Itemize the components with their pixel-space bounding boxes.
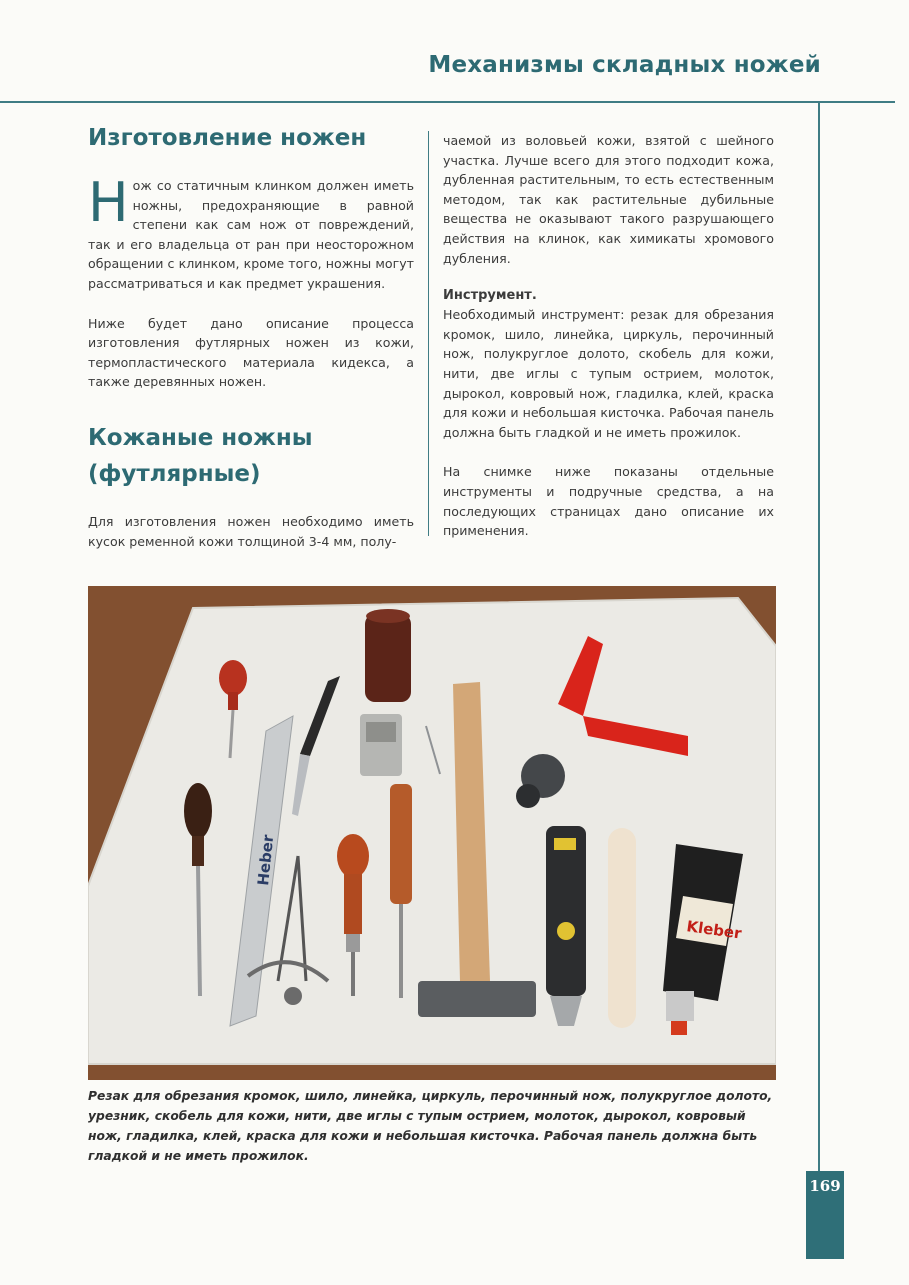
- heading-line-2: (футлярные): [88, 460, 261, 487]
- edge-cutter-icon: [360, 714, 402, 776]
- header-rule: [0, 101, 895, 103]
- section-heading-sheaths: Изготовление ножен: [88, 125, 367, 151]
- column-divider: [428, 131, 429, 536]
- section-heading-leather-sheaths: [88, 420, 414, 492]
- page-number-tab: [806, 1171, 844, 1259]
- side-rule: [818, 101, 820, 1171]
- tube-label: Kleber: [685, 917, 743, 943]
- page-number: 169: [809, 1177, 841, 1195]
- leather-paragraph-continued: чаемой из воловьей кожи, взятой с шейного участка. Лучше всего для этого подходит кожа, дубленная растительным, то есть естественным методом, так как растительные дубильные вещества не оказывают такого разрушающего действия на клинок, как химикаты хромового дубления.: [443, 133, 774, 266]
- tools-photo: [88, 586, 776, 1080]
- intro-paragraph: ож со статичным клинком должен иметь ножны, предохраняющие в равной степени как сам нож от повреждений, так и его владельца от ран при неосторожном обращении с клинком, кроме того, ножны могут рассматриваться и как предмет украшения.: [88, 178, 414, 291]
- tools-photo-illustration: [88, 586, 776, 1080]
- photo-intro-paragraph: На снимке ниже показаны отдельные инструменты и подручные средства, а на последующих страницах дано описание их применения.: [443, 464, 774, 539]
- photo-caption: Резак для обрезания кромок, шило, линейка, циркуль, перочинный нож, полукруглое долото, урезник, скобель для кожи, нити, две иглы с тупым острием, молоток, дырокол, ковровый нож, гладилка, клей, краска для кожи и небольшая кисточка. Рабочая панель должна быть гладкой и не иметь прожилок.: [88, 1089, 773, 1163]
- right-column: [443, 131, 774, 541]
- left-column: [88, 120, 414, 551]
- thread-spool-icon: [365, 609, 411, 702]
- carpet-knife-icon: [546, 826, 586, 1026]
- leather-paragraph: Для изготовления ножен необходимо иметь кусок ременной кожи толщиной 3-4 мм, полу-: [88, 513, 414, 549]
- tools-paragraph: Необходимый инструмент: резак для обрезания кромок, шило, линейка, циркуль, перочинный нож, полукруглое долото, скобель для кожи, нити, две иглы с тупым острием, молоток, дырокол, ковровый нож, гладилка, клей, краска для кожи и небольшая кисточка. Рабочая панель должна быть гладкой и не иметь прожилок.: [443, 307, 774, 440]
- running-header-title: Механизмы складных ножей: [428, 52, 821, 78]
- tools-subheading: Инструмент.: [443, 288, 537, 304]
- ruler-brand: Heber: [254, 833, 278, 887]
- heading-line-1: Кожаные ножны: [88, 424, 313, 451]
- drop-cap: Н: [88, 171, 129, 234]
- overview-paragraph: Ниже будет дано описание процесса изготовления футлярных ножен из кожи, термопластического материала кидекса, а также деревянных ножен.: [88, 315, 414, 390]
- bone-folder-icon: [608, 828, 636, 1028]
- intro-paragraph-wrap: [88, 171, 414, 294]
